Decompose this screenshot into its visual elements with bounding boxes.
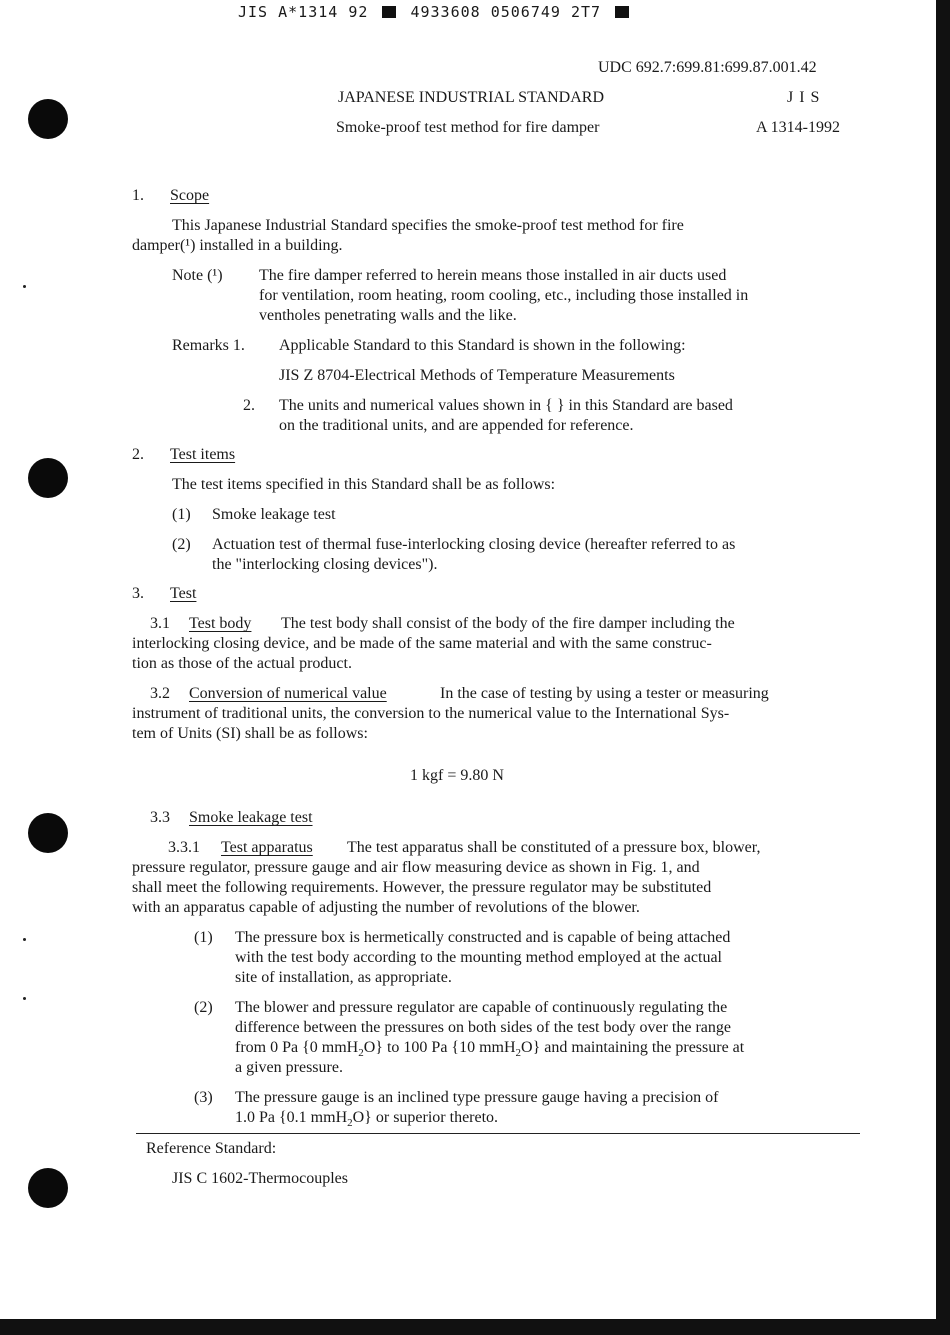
subscript: 2 — [358, 1047, 364, 1060]
udc-code: UDC 692.7:699.81:699.87.001.42 — [598, 59, 817, 76]
clause-3-3-1-text-line: The test apparatus shall be constituted of a pressure box, blower, — [347, 839, 761, 856]
clause-3-2-title: Conversion of numerical value — [189, 685, 387, 702]
standard-heading: JAPANESE INDUSTRIAL STANDARD — [338, 89, 604, 106]
test-items-intro: The test items specified in this Standard shall be as follows: — [172, 476, 556, 493]
note-label: Note (¹) — [172, 267, 223, 284]
clause-3-1-text-line: interlocking closing device, and be made of the same material and with the same construc- — [132, 635, 712, 652]
section-2-title: Test items — [170, 446, 236, 463]
scan-edge-bottom — [0, 1319, 950, 1335]
requirement-2-text-line: The blower and pressure regulator are capable of continuously regulating the — [235, 999, 728, 1016]
section-1-number: 1. — [132, 187, 144, 204]
requirement-2-text-line — [235, 1038, 744, 1058]
requirement-2-number: (2) — [194, 999, 213, 1016]
clause-3-1-text-line: The test body shall consist of the body of the fire damper including the — [281, 615, 735, 632]
text-fragment: 1.0 Pa {0.1 mmH — [235, 1109, 348, 1126]
scan-edge-right — [936, 0, 950, 1335]
clause-3-2-text-line: In the case of testing by using a tester or measuring — [440, 685, 769, 702]
scope-text-line: damper(¹) installed in a building. — [132, 237, 343, 254]
item-2-text-line: the "interlocking closing devices"). — [212, 556, 438, 573]
subscript: 2 — [347, 1117, 353, 1130]
section-1-title: Scope — [170, 187, 210, 204]
section-3-number: 3. — [132, 585, 144, 602]
clause-3-1-title: Test body — [189, 615, 252, 632]
clause-3-3-1-text-line: shall meet the following requirements. However, the pressure regulator may be substituted — [132, 879, 712, 896]
scope-text-line: This Japanese Industrial Standard specifies the smoke-proof test method for fire — [172, 217, 684, 234]
clause-3-2-text-line: tem of Units (SI) shall be as follows: — [132, 725, 368, 742]
remarks-2-number: 2. — [243, 397, 255, 414]
punch-hole — [28, 99, 68, 139]
speck — [23, 938, 26, 941]
requirement-3-text-line: The pressure gauge is an inclined type pressure gauge having a precision of — [235, 1089, 719, 1106]
reference-standard-item: JIS C 1602-Thermocouples — [172, 1170, 348, 1187]
document-title: Smoke-proof test method for fire damper — [336, 119, 600, 136]
standard-number: A 1314-1992 — [756, 119, 840, 136]
conversion-formula: 1 kgf = 9.80 N — [410, 767, 504, 784]
text-fragment: O} and maintaining the pressure at — [521, 1039, 745, 1056]
item-1-text: Smoke leakage test — [212, 506, 336, 523]
requirement-2-text-line: difference between the pressures on both sides of the test body over the range — [235, 1019, 731, 1036]
clause-3-3-number: 3.3 — [150, 809, 170, 826]
clause-3-3-1-number: 3.3.1 — [168, 839, 200, 856]
speck — [23, 285, 26, 288]
remarks-2-text-line: The units and numerical values shown in { } in this Standard are based — [279, 397, 733, 414]
speck — [23, 997, 26, 1000]
requirement-1-text-line: The pressure box is hermetically constructed and is capable of being attached — [235, 929, 731, 946]
barcode-block-icon — [382, 6, 396, 18]
clause-3-3-1-text-line: pressure regulator, pressure gauge and air flow measuring device as shown in Fig. 1, and — [132, 859, 700, 876]
clause-3-3-title: Smoke leakage test — [189, 809, 313, 826]
barcode-header — [238, 2, 633, 22]
clause-3-2-text-line: instrument of traditional units, the conversion to the numerical value to the International Sys- — [132, 705, 730, 722]
requirement-2-text-line: a given pressure. — [235, 1059, 343, 1076]
subscript: 2 — [515, 1047, 522, 1060]
requirement-3-text-line — [235, 1108, 498, 1128]
jis-mark: J I S — [787, 89, 821, 106]
remarks-label: Remarks 1. — [172, 337, 245, 354]
barcode-text-a: JIS A*1314 92 — [238, 3, 369, 21]
clause-3-1-number: 3.1 — [150, 615, 170, 632]
note-text-line: ventholes penetrating walls and the like. — [259, 307, 517, 324]
item-2-text-line: Actuation test of thermal fuse-interlocking closing device (hereafter referred to as — [212, 536, 736, 553]
requirement-1-text-line: site of installation, as appropriate. — [235, 969, 452, 986]
item-2-number: (2) — [172, 536, 191, 553]
requirement-3-number: (3) — [194, 1089, 213, 1106]
section-3-title: Test — [170, 585, 197, 602]
reference-standard-label: Reference Standard: — [146, 1140, 277, 1157]
barcode-text-b: 4933608 0506749 2T7 — [410, 3, 602, 21]
requirement-1-text-line: with the test body according to the mounting method employed at the actual — [235, 949, 722, 966]
footer-divider — [136, 1133, 860, 1134]
punch-hole — [28, 813, 68, 853]
remarks-1-standard: JIS Z 8704-Electrical Methods of Temperature Measurements — [279, 367, 675, 384]
text-fragment: O} or superior thereto. — [352, 1109, 499, 1126]
item-1-number: (1) — [172, 506, 191, 523]
note-text-line: for ventilation, room heating, room cooling, etc., including those installed in — [259, 287, 749, 304]
barcode-block-icon — [615, 6, 629, 18]
text-fragment: from 0 Pa {0 mmH — [235, 1039, 359, 1056]
clause-3-3-1-text-line: with an apparatus capable of adjusting the number of revolutions of the blower. — [132, 899, 640, 916]
punch-hole — [28, 458, 68, 498]
clause-3-2-number: 3.2 — [150, 685, 170, 702]
punch-hole — [28, 1168, 68, 1208]
requirement-1-number: (1) — [194, 929, 213, 946]
clause-3-1-text-line: tion as those of the actual product. — [132, 655, 352, 672]
section-2-number: 2. — [132, 446, 144, 463]
text-fragment: O} to 100 Pa {10 mmH — [363, 1039, 516, 1056]
remarks-2-text-line: on the traditional units, and are appended for reference. — [279, 417, 634, 434]
clause-3-3-1-title: Test apparatus — [221, 839, 313, 856]
remarks-1-text: Applicable Standard to this Standard is shown in the following: — [279, 337, 686, 354]
note-text-line: The fire damper referred to herein means those installed in air ducts used — [259, 267, 727, 284]
